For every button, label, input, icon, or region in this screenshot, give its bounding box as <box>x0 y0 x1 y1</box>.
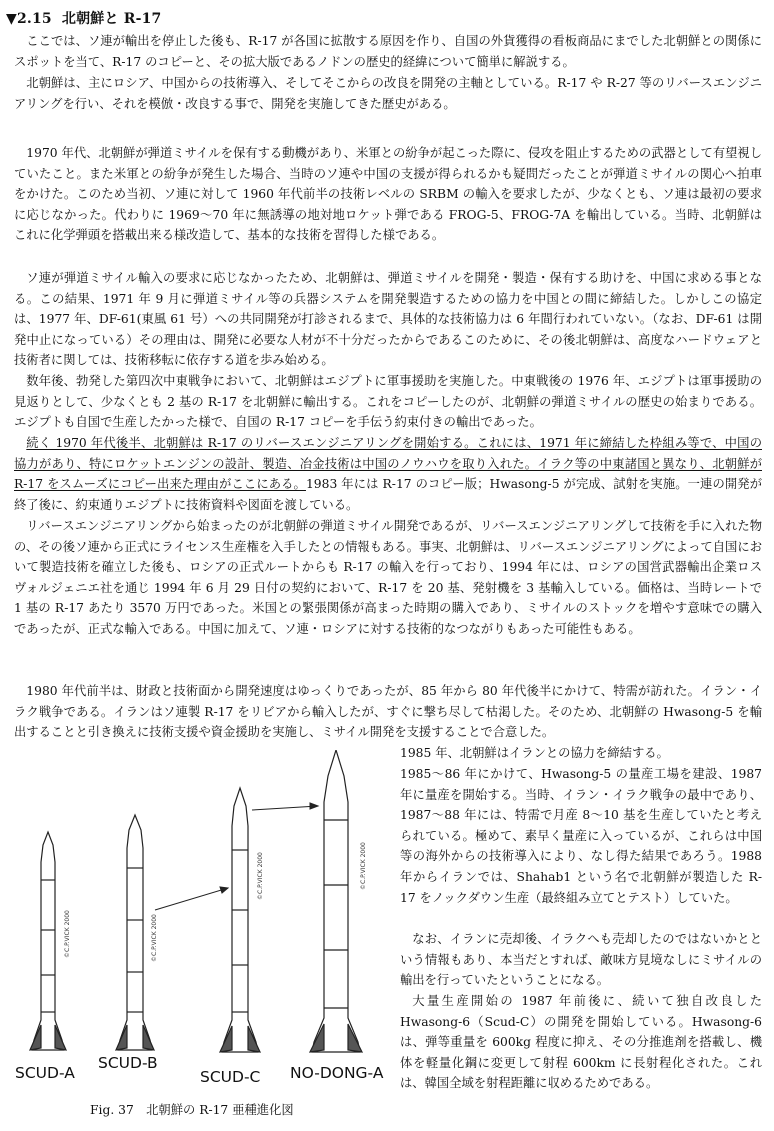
paragraph-egypt: 数年後、勃発した第四次中東戦争において、北朝鮮はエジプトに軍事援助を実施した。中東戦後の 1976 年、エジプトは軍事援助の見返りとして、少なくとも 2 基の R-17 を北朝鮮に輸出する。これをコピーしたのが、北朝鮮の弾道ミサイルの歴史の始まりである。エジプトも自国で生産したかった様で、自国の R-17 コピーを手伝う約束付きの輸出であった。 <box>14 374 762 430</box>
underlined-text: 続く 1970 年代後半、北朝鮮は R-17 のリバースエンジニアリングを開始する。これには、1971 年に締結した枠組み等で、中国の協力があり、特にロケットエンジンの設計、製造、冶金技術は中国のノウハウを取り入れた。イラク等の中東諸国と異なり、北朝鮮が R-17 をスムーズにコピー出来た理由がここにある。 <box>14 436 762 492</box>
paragraph-overview: 北朝鮮は、主にロシア、中国からの技術導入、そしてそこからの改良を開発の主軸としている。R-17 や R-27 等のリバースエンジニアリングを行い、それを模倣・改良する事で、開発を実施してきた歴史がある。 <box>14 76 762 111</box>
paragraph-reverse-engineering <box>14 433 762 515</box>
section-title: 北朝鮮と R-17 <box>61 11 162 27</box>
signature-scud-b: ©C.P.VICK 2000 <box>151 914 158 962</box>
missile-evolution-figure <box>10 750 390 1120</box>
missile-drawing <box>10 750 390 1095</box>
figure-caption: Fig. 37 北朝鮮の R-17 亜種進化図 <box>90 1103 294 1117</box>
label-scud-a: SCUD-A <box>15 1064 75 1082</box>
label-scud-b: SCUD-B <box>98 1054 158 1072</box>
section-heading <box>6 8 161 28</box>
paragraph-1985: 1985 年、北朝鮮はイランとの協力を締結する。 <box>400 746 669 760</box>
paragraph-hwasong6: 大量生産開始の 1987 年前後に、続いて独自改良した Hwasong-6（Scud-C）の開発を開始している。Hwasong-6 は、弾等重量を 600kg 程度に抑え、その分推進剤を搭載し、機体を軽量化鋼に変更して射程 600km に長射程化された。これは、韓国全域を射程距離に収めるためである。 <box>400 994 762 1091</box>
paragraph-iran-iraq: 1980 年代前半は、財政と技術面から開発速度はゆっくりであったが、85 年から 80 年代後半にかけて、特需が訪れた。イラン・イラク戦争である。イランはソ連製 R-17 をリビアから輸入したが、すぐに撃ち尽して枯渇した。そのため、北朝鮮の Hwasong-5 を輸出することと引き換えに技術支援や資金援助を実施し、ミサイル開発を支援することで合意した。 <box>14 684 762 740</box>
heading-marker: ▼ <box>6 11 17 27</box>
section-number: 2.15 <box>16 11 52 27</box>
paragraph-china-cooperation: ソ連が弾道ミサイル輸入の要求に応じなかったため、北朝鮮は、弾道ミサイルを開発・製造・保有する助けを、中国に求める事となる。この結果、1971 年 9 月に弾道ミサイル等の兵器システムを開発製造するための協力を中国との間に締結した。しかしこの協定は、1977 年、DF-61(東風 61 号）への共同開発が打診されるまで、具体的な技術協力は 6 年間行われていない。（なお、DF-61 は開発中止になっている）その理由は、開発に必要な人材が不十分だったからであるこのために、その後北朝鮮は、高度なハードウェアと技術者に関しては、技術移転に依存する道を歩み始める。 <box>14 271 762 368</box>
scud-b-drawing <box>116 815 154 1050</box>
label-scud-c: SCUD-C <box>200 1068 261 1086</box>
evolution-arrows <box>155 803 318 910</box>
nodong-a-drawing <box>310 750 362 1052</box>
paragraph-hwasong5: 1983 年には R-17 のコピー版；Hwasong-5 が完成、試射を実施。一連の開発が終了後に、約束通りエジプトに技術資料や図面を渡している。 <box>14 477 762 512</box>
paragraph-license: リバースエンジニアリングから始まったのが北朝鮮の弾道ミサイル開発であるが、リバースエンジニアリングして技術を手に入れた物の、その後ソ連から正式にライセンス生産権を入手したとの情報もある。事実、北朝鮮は、リバースエンジニアリングによって自国において製造技術を確立した後も、ロシアの正式ルートからも R-17 の輸入を行っており、1994 年には、ロシアの国営武器輸出企業ロスヴォルジェニエ社を通じ 1994 年 6 月 29 日付の契約において、R-17 を 20 基、発射機を 3 基輸入している。価格は、当時レートで 1 基の R-17 あたり 3570 万円であった。米国との緊張関係が高まった時期の購入であり、ミサイルのストックを増やす意味での購入であったが、正式な輸入である。中国に加えて、ソ連・ロシアに対する技術的なつながりもあった可能性もある。 <box>14 519 762 636</box>
paragraph-iraq-sale: なお、イランに売却後、イラクへも売却したのではないかとという情報もあり、本当だとすれば、敵味方見境なしにミサイルの輸出を行っていたということになる。 <box>400 932 762 988</box>
paragraph-mass-production: 1985～86 年にかけて、Hwasong-5 の量産工場を建設、1987 年に量産を開始する。当時、イラン・イラク戦争の最中であり、1987～88 年には、特需で月産 8～10 基を生産していたと考えられている。極めて、素早く量産に入っているが、これらは中国等の海外からの技術導入により、なし得た結果であろう。1988 年からイランでは、Shahab1 という名で北朝鮮が製造した R-17 をノックダウン生産（最終組み立てとテスト）していた。 <box>400 767 762 905</box>
paragraph-intro: ここでは、ソ連が輸出を停止した後も、R-17 が各国に拡散する原因を作り、自国の外貨獲得の看板商品にまでした北朝鮮との関係にスポットを当て、R-17 のコピーと、その拡大版であるノドンの歴史的経緯について簡単に解説する。 <box>14 34 762 69</box>
scud-a-drawing <box>30 832 66 1050</box>
signature-scud-a: ©C.P.VICK 2000 <box>64 910 71 958</box>
signature-nodong-a: ©C.P.VICK 2000 <box>360 842 367 890</box>
scud-c-drawing <box>220 788 260 1052</box>
label-nodong-a: NO-DONG-A <box>290 1064 384 1082</box>
paragraph-1970s: 1970 年代、北朝鮮が弾道ミサイルを保有する動機があり、米軍との紛争が起こった際に、侵攻を阻止するための武器として有望視していたこと。また米軍との紛争が発生した場合、当時のソ連や中国の支援が得られるかも疑問だったことが弾道ミサイルの関心へ拍車をかけた。このため当初、ソ連に対して 1960 年代前半の技術レベルの SRBM の輸入を要求したが、少なくとも、ソ連は最初の要求に応じなかった。代わりに 1969～70 年に無誘導の地対地ロケット弾である FROG-5、FROG-7A を輸出している。当時、北朝鮮はこれに化学弾頭を搭載出来る様改造して、基本的な技術を習得した様である。 <box>14 146 762 243</box>
signature-scud-c: ©C.P.VICK 2000 <box>257 852 264 900</box>
